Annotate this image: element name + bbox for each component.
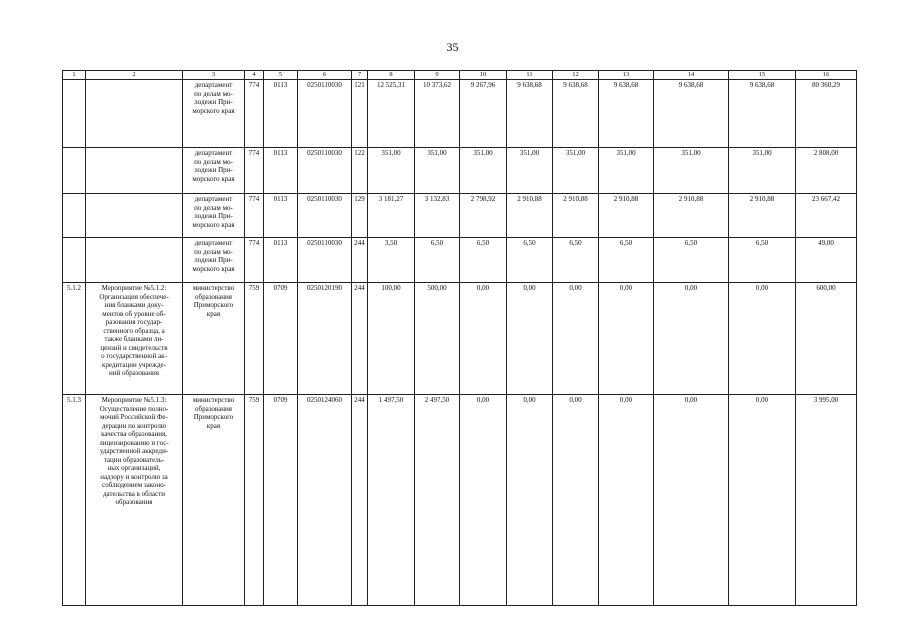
item-name-cell: Мероприятие №5.1.3: Осуществление полно- мочий Российской Фе- дерации по контролю качества образования, лицензированию и гос- ударственной аккреди- тации образователь- ных организаций, надзору и контролю за соблюдением законо- дательства в области образования (86, 395, 183, 606)
value-cell-c15: 9 638,68 (729, 80, 796, 148)
value-cell-c8: 12 525,31 (368, 80, 415, 148)
value-cell-c10: 2 798,92 (460, 194, 507, 238)
item-code-cell (63, 194, 86, 238)
value-cell-c8: 351,00 (368, 148, 415, 194)
value-cell-c14: 2 910,88 (654, 194, 729, 238)
value-cell-c12: 0,00 (553, 395, 599, 606)
header-cell-10: 10 (460, 71, 507, 80)
value-cell-c9: 10 373,62 (415, 80, 460, 148)
value-cell-c16: 49,00 (796, 238, 857, 283)
value-cell-c6: 0250110030 (298, 238, 352, 283)
budget-table (62, 70, 857, 606)
value-cell-c10: 9 267,96 (460, 80, 507, 148)
table-row (63, 148, 857, 194)
value-cell-c5: 0113 (264, 148, 298, 194)
value-cell-c15: 6,50 (729, 238, 796, 283)
header-cell-6: 6 (298, 71, 352, 80)
value-cell-c5: 0113 (264, 80, 298, 148)
header-cell-15: 15 (729, 71, 796, 80)
value-cell-c4: 774 (245, 148, 264, 194)
item-code-cell (63, 238, 86, 283)
value-cell-c10: 0,00 (460, 395, 507, 606)
value-cell-c13: 0,00 (599, 283, 654, 395)
value-cell-c8: 3,50 (368, 238, 415, 283)
value-cell-c10: 351,00 (460, 148, 507, 194)
value-cell-c9: 351,00 (415, 148, 460, 194)
value-cell-c8: 1 497,50 (368, 395, 415, 606)
value-cell-c5: 0113 (264, 238, 298, 283)
item-code-cell: 5.1.2 (63, 283, 86, 395)
value-cell-c5: 0113 (264, 194, 298, 238)
value-cell-c16: 600,00 (796, 283, 857, 395)
value-cell-c16: 80 360,29 (796, 80, 857, 148)
value-cell-c7: 244 (352, 238, 368, 283)
value-cell-c13: 6,50 (599, 238, 654, 283)
value-cell-c12: 2 910,88 (553, 194, 599, 238)
value-cell-c4: 774 (245, 80, 264, 148)
value-cell-c9: 2 497,50 (415, 395, 460, 606)
value-cell-c11: 351,00 (507, 148, 553, 194)
value-cell-c7: 244 (352, 283, 368, 395)
item-name-cell: Мероприятие №5.1.2: Организация обеспече- ния бланками доку- ментов об уровне об- разования государ- ственного образца, а также бланками ли- цензий и свидетельств о государственной ак- кредитации учрежде- ний образования (86, 283, 183, 395)
header-cell-8: 8 (368, 71, 415, 80)
executor-cell: министерство образования Приморского края (183, 395, 245, 606)
table-row (63, 283, 857, 395)
value-cell-c7: 121 (352, 80, 368, 148)
value-cell-c6: 0250124060 (298, 395, 352, 606)
executor-cell: департамент по делам мо- лодежи При- морского края (183, 80, 245, 148)
value-cell-c5: 0709 (264, 283, 298, 395)
value-cell-c16: 3 995,00 (796, 395, 857, 606)
table-row (63, 80, 857, 148)
value-cell-c16: 23 667,42 (796, 194, 857, 238)
header-row (63, 71, 857, 80)
value-cell-c13: 2 910,88 (599, 194, 654, 238)
table-row (63, 395, 857, 606)
value-cell-c11: 9 638,68 (507, 80, 553, 148)
value-cell-c5: 0709 (264, 395, 298, 606)
value-cell-c15: 0,00 (729, 283, 796, 395)
header-cell-9: 9 (415, 71, 460, 80)
item-code-cell: 5.1.3 (63, 395, 86, 606)
header-cell-14: 14 (654, 71, 729, 80)
value-cell-c4: 774 (245, 238, 264, 283)
item-code-cell (63, 80, 86, 148)
value-cell-c9: 3 132,83 (415, 194, 460, 238)
value-cell-c7: 122 (352, 148, 368, 194)
table-row (63, 238, 857, 283)
value-cell-c9: 500,00 (415, 283, 460, 395)
header-cell-5: 5 (264, 71, 298, 80)
page-number: 35 (446, 40, 459, 54)
value-cell-c4: 759 (245, 283, 264, 395)
value-cell-c4: 774 (245, 194, 264, 238)
value-cell-c15: 351,00 (729, 148, 796, 194)
value-cell-c15: 0,00 (729, 395, 796, 606)
header-cell-13: 13 (599, 71, 654, 80)
value-cell-c11: 6,50 (507, 238, 553, 283)
value-cell-c7: 129 (352, 194, 368, 238)
value-cell-c10: 0,00 (460, 283, 507, 395)
value-cell-c8: 3 181,27 (368, 194, 415, 238)
value-cell-c15: 2 910,88 (729, 194, 796, 238)
header-cell-1: 1 (63, 71, 86, 80)
value-cell-c11: 0,00 (507, 395, 553, 606)
value-cell-c14: 0,00 (654, 395, 729, 606)
header-cell-4: 4 (245, 71, 264, 80)
header-cell-12: 12 (553, 71, 599, 80)
value-cell-c6: 0250110030 (298, 194, 352, 238)
header-cell-3: 3 (183, 71, 245, 80)
value-cell-c10: 6,50 (460, 238, 507, 283)
value-cell-c9: 6,50 (415, 238, 460, 283)
value-cell-c14: 0,00 (654, 283, 729, 395)
value-cell-c6: 0250110030 (298, 80, 352, 148)
value-cell-c16: 2 808,00 (796, 148, 857, 194)
value-cell-c12: 0,00 (553, 283, 599, 395)
value-cell-c13: 0,00 (599, 395, 654, 606)
value-cell-c12: 9 638,68 (553, 80, 599, 148)
table-row (63, 194, 857, 238)
value-cell-c13: 9 638,68 (599, 80, 654, 148)
executor-cell: департамент по делам мо- лодежи При- морского края (183, 148, 245, 194)
header-cell-2: 2 (86, 71, 183, 80)
header-cell-16: 16 (796, 71, 857, 80)
value-cell-c7: 244 (352, 395, 368, 606)
executor-cell: департамент по делам мо- лодежи При- морского края (183, 238, 245, 283)
item-code-cell (63, 148, 86, 194)
header-cell-7: 7 (352, 71, 368, 80)
value-cell-c13: 351,00 (599, 148, 654, 194)
executor-cell: департамент по делам мо- лодежи При- морского края (183, 194, 245, 238)
item-name-cell (86, 238, 183, 283)
value-cell-c6: 0250110030 (298, 148, 352, 194)
executor-cell: министерство образования Приморского края (183, 283, 245, 395)
value-cell-c12: 6,50 (553, 238, 599, 283)
value-cell-c11: 2 910,88 (507, 194, 553, 238)
value-cell-c14: 9 638,68 (654, 80, 729, 148)
value-cell-c14: 6,50 (654, 238, 729, 283)
value-cell-c4: 759 (245, 395, 264, 606)
value-cell-c11: 0,00 (507, 283, 553, 395)
value-cell-c6: 0250120190 (298, 283, 352, 395)
value-cell-c8: 100,00 (368, 283, 415, 395)
value-cell-c12: 351,00 (553, 148, 599, 194)
item-name-cell (86, 80, 183, 148)
value-cell-c14: 351,00 (654, 148, 729, 194)
item-name-cell (86, 194, 183, 238)
header-cell-11: 11 (507, 71, 553, 80)
item-name-cell (86, 148, 183, 194)
